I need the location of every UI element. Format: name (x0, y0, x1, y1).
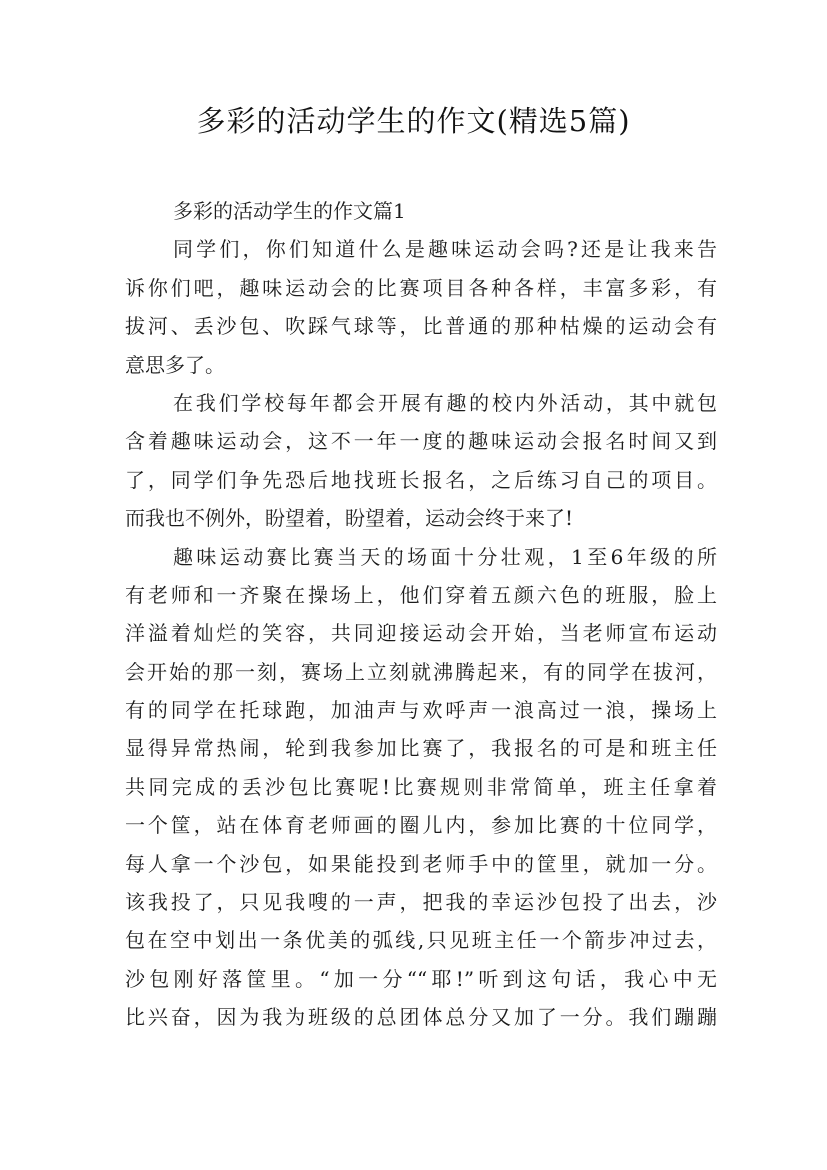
body-line: 了，同学们争先恐后地找班长报名，之后练习自己的项目。 (125, 467, 717, 492)
document-title: 多彩的活动学生的作文(精选5篇) (196, 104, 631, 138)
body-line: 趣味运动赛比赛当天的场面十分壮观，1至6年级的所 (173, 544, 717, 569)
body-line: 一个筐，站在体育老师画的圈儿内，参加比赛的十位同学， (125, 813, 717, 838)
body-line: 包在空中划出一条优美的弧线,只见班主任一个箭步冲过去， (125, 928, 717, 953)
body-line: 沙包刚好落筐里。“加一分““耶!”听到这句话，我心中无 (125, 966, 717, 991)
section-heading: 多彩的活动学生的作文篇1 (173, 199, 406, 223)
body-line: 含着趣味运动会，这不一年一度的趣味运动会报名时间又到 (125, 429, 717, 454)
body-line: 拔河、丢沙包、吹踩气球等，比普通的那种枯燥的运动会有 (125, 314, 717, 339)
body-line: 显得异常热闹，轮到我参加比赛了，我报名的可是和班主任 (125, 736, 717, 761)
body-line: 诉你们吧，趣味运动会的比赛项目各种各样，丰富多彩，有 (125, 275, 717, 300)
body-line: 每人拿一个沙包，如果能投到老师手中的筐里，就加一分。 (125, 851, 717, 876)
body-line: 该我投了，只见我嗖的一声，把我的幸运沙包投了出去，沙 (125, 890, 717, 915)
body-line: 共同完成的丢沙包比赛呢!比赛规则非常简单，班主任拿着 (125, 774, 717, 799)
body-line: 有老师和一齐聚在操场上，他们穿着五颜六色的班服，脸上 (125, 582, 717, 607)
body-line: 而我也不例外，盼望着，盼望着，运动会终于来了! (125, 506, 574, 531)
body-line: 同学们，你们知道什么是趣味运动会吗?还是让我来告 (173, 237, 717, 262)
body-line: 会开始的那一刻，赛场上立刻就沸腾起来，有的同学在拔河， (125, 659, 717, 684)
body-line: 意思多了。 (125, 352, 225, 377)
body-line: 在我们学校每年都会开展有趣的校内外活动，其中就包 (173, 390, 717, 415)
body-line: 有的同学在托球跑，加油声与欢呼声一浪高过一浪，操场上 (125, 698, 717, 723)
body-line: 洋溢着灿烂的笑容，共同迎接运动会开始，当老师宣布运动 (125, 621, 717, 646)
document-body (125, 192, 717, 1037)
body-line: 比兴奋，因为我为班级的总团体总分又加了一分。我们蹦蹦 (125, 1005, 717, 1030)
